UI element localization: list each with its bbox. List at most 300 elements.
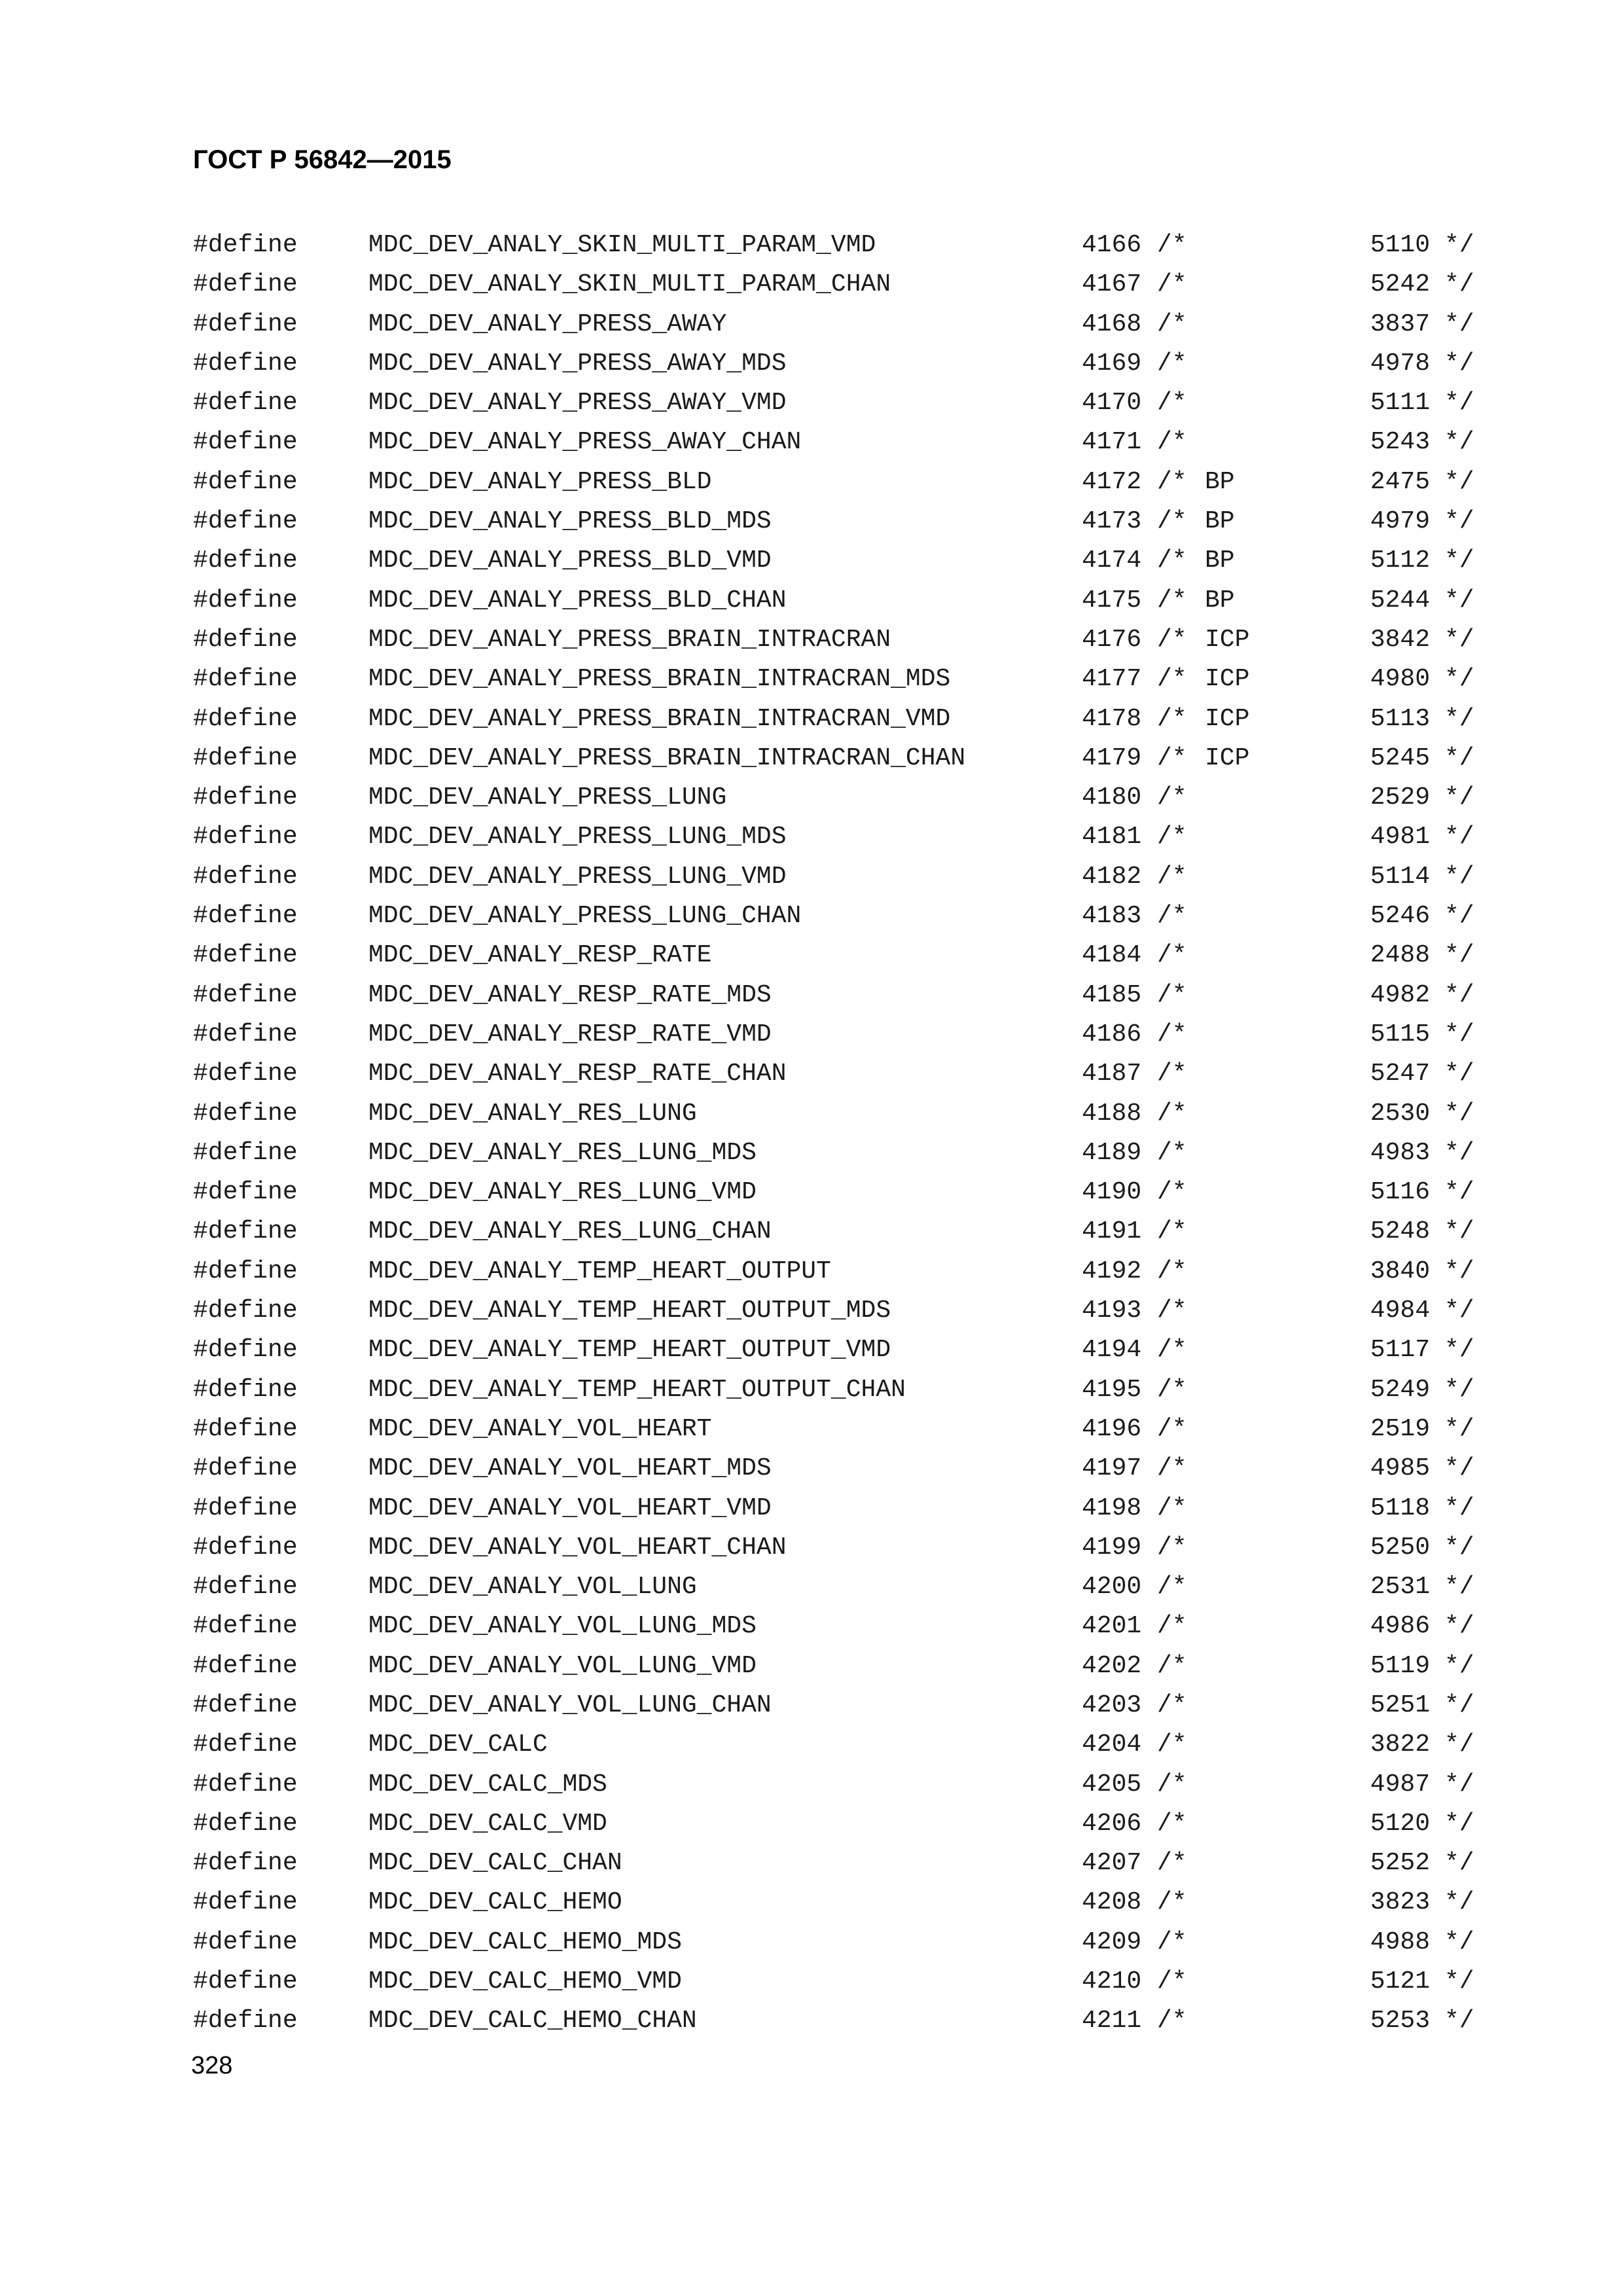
comment-close: */ (1444, 1573, 1474, 1602)
constant-name: MDC_DEV_ANALY_SKIN_MULTI_PARAM_CHAN (368, 270, 891, 299)
comment-close: */ (1444, 1731, 1474, 1759)
comment-open: /* (1157, 428, 1187, 457)
define-keyword: #define (193, 625, 298, 654)
define-keyword: #define (193, 1849, 298, 1878)
constant-name: MDC_DEV_ANALY_TEMP_HEART_OUTPUT_VMD (368, 1336, 891, 1365)
comment-open: /* (1157, 1257, 1187, 1285)
comment-close: */ (1444, 1770, 1474, 1799)
comment-open: /* (1157, 1533, 1187, 1562)
define-row (193, 1848, 1502, 1888)
constant-code: 4203 (1082, 1691, 1142, 1719)
constant-name: MDC_DEV_ANALY_PRESS_BLD_CHAN (368, 586, 787, 615)
comment-abbreviation: BP (1205, 547, 1235, 575)
comment-close: */ (1444, 1297, 1474, 1325)
comment-reference: 3837 (1370, 310, 1430, 338)
comment-reference: 4985 (1370, 1454, 1430, 1483)
comment-reference: 5119 (1370, 1651, 1430, 1680)
constant-code: 4185 (1082, 980, 1142, 1009)
comment-close: */ (1444, 1612, 1474, 1641)
constant-code: 4181 (1082, 823, 1142, 852)
define-row (193, 862, 1502, 901)
constant-name: MDC_DEV_ANALY_TEMP_HEART_OUTPUT_CHAN (368, 1375, 906, 1404)
constant-name: MDC_DEV_ANALY_VOL_LUNG_MDS (368, 1612, 757, 1641)
constant-code: 4188 (1082, 1099, 1142, 1128)
comment-close: */ (1444, 1967, 1474, 1996)
page-number: 328 (191, 2052, 233, 2079)
comment-close: */ (1444, 1336, 1474, 1365)
comment-open: /* (1157, 1099, 1187, 1128)
define-keyword: #define (193, 310, 298, 338)
constant-code: 4209 (1082, 1928, 1142, 1956)
comment-reference: 2475 (1370, 467, 1430, 496)
define-row (193, 1454, 1502, 1493)
define-keyword: #define (193, 1336, 298, 1365)
define-keyword: #define (193, 1888, 298, 1917)
constant-name: MDC_DEV_CALC_CHAN (368, 1849, 622, 1878)
define-row (193, 388, 1502, 427)
define-row (193, 1611, 1502, 1651)
constant-name: MDC_DEV_ANALY_PRESS_BRAIN_INTRACRAN_VMD (368, 704, 951, 733)
comment-reference: 2529 (1370, 783, 1430, 812)
comment-reference: 5243 (1370, 428, 1430, 457)
constant-name: MDC_DEV_CALC_HEMO_VMD (368, 1967, 682, 1996)
comment-reference: 5110 (1370, 231, 1430, 259)
define-row (193, 1888, 1502, 1927)
constant-code: 4196 (1082, 1414, 1142, 1443)
constant-name: MDC_DEV_ANALY_VOL_LUNG_CHAN (368, 1691, 772, 1719)
define-row (193, 1809, 1502, 1848)
comment-abbreviation: BP (1205, 467, 1235, 496)
constant-code: 4193 (1082, 1297, 1142, 1325)
comment-reference: 5115 (1370, 1020, 1430, 1049)
constant-name: MDC_DEV_ANALY_PRESS_LUNG_MDS (368, 823, 787, 852)
comment-abbreviation: BP (1205, 507, 1235, 536)
constant-code: 4190 (1082, 1178, 1142, 1207)
define-keyword: #define (193, 823, 298, 852)
constant-name: MDC_DEV_ANALY_RES_LUNG_MDS (368, 1138, 757, 1167)
comment-close: */ (1444, 1178, 1474, 1207)
constant-name: MDC_DEV_ANALY_PRESS_BLD_MDS (368, 507, 772, 536)
comment-close: */ (1444, 1849, 1474, 1878)
comment-open: /* (1157, 783, 1187, 812)
define-keyword: #define (193, 1691, 298, 1719)
comment-reference: 4980 (1370, 665, 1430, 694)
constant-name: MDC_DEV_CALC_MDS (368, 1770, 607, 1799)
define-keyword: #define (193, 941, 298, 970)
comment-open: /* (1157, 467, 1187, 496)
comment-close: */ (1444, 1888, 1474, 1917)
comment-reference: 5114 (1370, 862, 1430, 891)
comment-open: /* (1157, 1060, 1187, 1088)
define-keyword: #define (193, 1217, 298, 1246)
comment-reference: 5251 (1370, 1691, 1430, 1719)
comment-close: */ (1444, 1691, 1474, 1719)
constant-code: 4183 (1082, 902, 1142, 931)
define-keyword: #define (193, 1138, 298, 1167)
define-keyword: #define (193, 1612, 298, 1641)
comment-close: */ (1444, 1809, 1474, 1838)
comment-reference: 5244 (1370, 586, 1430, 615)
comment-reference: 4987 (1370, 1770, 1430, 1799)
comment-close: */ (1444, 231, 1474, 259)
constant-code: 4210 (1082, 1967, 1142, 1996)
comment-reference: 5247 (1370, 1060, 1430, 1088)
define-row (193, 664, 1502, 704)
comment-reference: 2519 (1370, 1414, 1430, 1443)
constant-code: 4202 (1082, 1651, 1142, 1680)
constant-code: 4208 (1082, 1888, 1142, 1917)
comment-close: */ (1444, 1414, 1474, 1443)
comment-close: */ (1444, 744, 1474, 772)
constant-name: MDC_DEV_ANALY_RESP_RATE_MDS (368, 980, 772, 1009)
comment-reference: 3840 (1370, 1257, 1430, 1285)
constant-code: 4205 (1082, 1770, 1142, 1799)
constant-name: MDC_DEV_CALC_HEMO (368, 1888, 622, 1917)
comment-close: */ (1444, 467, 1474, 496)
constant-code: 4173 (1082, 507, 1142, 536)
constant-code: 4197 (1082, 1454, 1142, 1483)
comment-open: /* (1157, 1178, 1187, 1207)
constant-name: MDC_DEV_ANALY_PRESS_BRAIN_INTRACRAN_CHAN (368, 744, 966, 772)
comment-close: */ (1444, 980, 1474, 1009)
comment-reference: 4988 (1370, 1928, 1430, 1956)
comment-reference: 5252 (1370, 1849, 1430, 1878)
comment-close: */ (1444, 902, 1474, 931)
comment-close: */ (1444, 270, 1474, 299)
constant-code: 4200 (1082, 1573, 1142, 1602)
define-keyword: #define (193, 586, 298, 615)
define-row (193, 744, 1502, 783)
constant-name: MDC_DEV_ANALY_RES_LUNG_CHAN (368, 1217, 772, 1246)
comment-reference: 3822 (1370, 1731, 1430, 1759)
constant-name: MDC_DEV_ANALY_RESP_RATE_VMD (368, 1020, 772, 1049)
define-keyword: #define (193, 1809, 298, 1838)
comment-reference: 4981 (1370, 823, 1430, 852)
comment-close: */ (1444, 2007, 1474, 2036)
constant-name: MDC_DEV_ANALY_PRESS_AWAY_VMD (368, 389, 787, 418)
constant-code: 4166 (1082, 231, 1142, 259)
comment-reference: 5249 (1370, 1375, 1430, 1404)
constant-name: MDC_DEV_ANALY_VOL_HEART_MDS (368, 1454, 772, 1483)
comment-open: /* (1157, 231, 1187, 259)
comment-abbreviation: BP (1205, 586, 1235, 615)
comment-reference: 2488 (1370, 941, 1430, 970)
comment-reference: 4979 (1370, 507, 1430, 536)
define-keyword: #define (193, 389, 298, 418)
comment-open: /* (1157, 1336, 1187, 1365)
define-row (193, 586, 1502, 625)
comment-open: /* (1157, 1770, 1187, 1799)
define-keyword: #define (193, 270, 298, 299)
comment-open: /* (1157, 1809, 1187, 1838)
comment-open: /* (1157, 2007, 1187, 2036)
define-row (193, 1296, 1502, 1335)
comment-close: */ (1444, 665, 1474, 694)
define-row (193, 822, 1502, 861)
constant-name: MDC_DEV_ANALY_PRESS_BRAIN_INTRACRAN (368, 625, 891, 654)
constant-code: 4204 (1082, 1731, 1142, 1759)
comment-open: /* (1157, 270, 1187, 299)
define-row (193, 1770, 1502, 1809)
comment-reference: 2530 (1370, 1099, 1430, 1128)
define-keyword: #define (193, 902, 298, 931)
define-keyword: #define (193, 1257, 298, 1285)
constant-name: MDC_DEV_CALC_HEMO_MDS (368, 1928, 682, 1956)
define-row (193, 1691, 1502, 1730)
constant-code: 4194 (1082, 1336, 1142, 1365)
define-keyword: #define (193, 1178, 298, 1207)
constant-code: 4201 (1082, 1612, 1142, 1641)
define-row (193, 1217, 1502, 1256)
comment-close: */ (1444, 1928, 1474, 1956)
define-row (193, 310, 1502, 349)
constant-name: MDC_DEV_ANALY_PRESS_LUNG_VMD (368, 862, 787, 891)
comment-reference: 5112 (1370, 547, 1430, 575)
comment-open: /* (1157, 349, 1187, 378)
define-keyword: #define (193, 1020, 298, 1049)
constant-code: 4187 (1082, 1060, 1142, 1088)
constant-name: MDC_DEV_CALC_HEMO_CHAN (368, 2007, 697, 2036)
comment-reference: 5116 (1370, 1178, 1430, 1207)
comment-reference: 5248 (1370, 1217, 1430, 1246)
constant-name: MDC_DEV_ANALY_SKIN_MULTI_PARAM_VMD (368, 231, 876, 259)
comment-open: /* (1157, 1217, 1187, 1246)
constant-name: MDC_DEV_ANALY_PRESS_BLD (368, 467, 712, 496)
constant-code: 4199 (1082, 1533, 1142, 1562)
define-row (193, 783, 1502, 822)
define-keyword: #define (193, 507, 298, 536)
define-row (193, 901, 1502, 941)
constant-name: MDC_DEV_ANALY_VOL_LUNG (368, 1573, 697, 1602)
comment-open: /* (1157, 744, 1187, 772)
define-keyword: #define (193, 428, 298, 457)
define-keyword: #define (193, 1651, 298, 1680)
comment-open: /* (1157, 941, 1187, 970)
define-keyword: #define (193, 1967, 298, 1996)
comment-open: /* (1157, 1612, 1187, 1641)
define-row (193, 427, 1502, 467)
define-row (193, 1059, 1502, 1098)
comment-open: /* (1157, 310, 1187, 338)
constant-code: 4195 (1082, 1375, 1142, 1404)
define-keyword: #define (193, 2007, 298, 2036)
define-row (193, 1099, 1502, 1138)
comment-reference: 5113 (1370, 704, 1430, 733)
comment-abbreviation: ICP (1205, 704, 1250, 733)
comment-open: /* (1157, 665, 1187, 694)
page-header-title: ГОСТ Р 56842—2015 (193, 145, 452, 174)
comment-close: */ (1444, 1099, 1474, 1128)
comment-open: /* (1157, 1731, 1187, 1759)
define-row (193, 1375, 1502, 1414)
comment-close: */ (1444, 507, 1474, 536)
comment-close: */ (1444, 1020, 1474, 1049)
constant-code: 4180 (1082, 783, 1142, 812)
comment-open: /* (1157, 1414, 1187, 1443)
constant-name: MDC_DEV_ANALY_VOL_LUNG_VMD (368, 1651, 757, 1680)
constant-name: MDC_DEV_ANALY_VOL_HEART_VMD (368, 1494, 772, 1522)
comment-open: /* (1157, 823, 1187, 852)
constant-name: MDC_DEV_ANALY_VOL_HEART (368, 1414, 712, 1443)
constant-name: MDC_DEV_ANALY_PRESS_BRAIN_INTRACRAN_MDS (368, 665, 951, 694)
comment-close: */ (1444, 428, 1474, 457)
comment-open: /* (1157, 389, 1187, 418)
constant-code: 4189 (1082, 1138, 1142, 1167)
comment-open: /* (1157, 902, 1187, 931)
constant-name: MDC_DEV_ANALY_PRESS_BLD_VMD (368, 547, 772, 575)
define-keyword: #define (193, 349, 298, 378)
define-keyword: #define (193, 744, 298, 772)
comment-open: /* (1157, 507, 1187, 536)
define-row (193, 1020, 1502, 1059)
define-keyword: #define (193, 1414, 298, 1443)
comment-open: /* (1157, 862, 1187, 891)
define-keyword: #define (193, 980, 298, 1009)
define-keyword: #define (193, 1060, 298, 1088)
define-keyword: #define (193, 1494, 298, 1522)
comment-close: */ (1444, 1454, 1474, 1483)
define-keyword: #define (193, 467, 298, 496)
constant-name: MDC_DEV_CALC (368, 1731, 548, 1759)
define-row (193, 1257, 1502, 1296)
constant-name: MDC_DEV_ANALY_VOL_HEART_CHAN (368, 1533, 787, 1562)
comment-close: */ (1444, 1138, 1474, 1167)
constant-code: 4175 (1082, 586, 1142, 615)
comment-reference: 5111 (1370, 389, 1430, 418)
define-row (193, 1177, 1502, 1217)
comment-open: /* (1157, 1573, 1187, 1602)
constant-name: MDC_DEV_ANALY_PRESS_AWAY_MDS (368, 349, 787, 378)
constant-code: 4192 (1082, 1257, 1142, 1285)
constant-code: 4178 (1082, 704, 1142, 733)
define-keyword: #define (193, 547, 298, 575)
comment-close: */ (1444, 1494, 1474, 1522)
constant-code: 4184 (1082, 941, 1142, 970)
define-list (193, 230, 1502, 2046)
comment-close: */ (1444, 310, 1474, 338)
comment-open: /* (1157, 1888, 1187, 1917)
constant-name: MDC_DEV_CALC_VMD (368, 1809, 607, 1838)
comment-reference: 5242 (1370, 270, 1430, 299)
comment-open: /* (1157, 1494, 1187, 1522)
comment-close: */ (1444, 349, 1474, 378)
define-keyword: #define (193, 1375, 298, 1404)
comment-close: */ (1444, 1375, 1474, 1404)
comment-reference: 5250 (1370, 1533, 1430, 1562)
comment-open: /* (1157, 1651, 1187, 1680)
comment-open: /* (1157, 1849, 1187, 1878)
define-row (193, 270, 1502, 309)
comment-open: /* (1157, 1020, 1187, 1049)
define-row (193, 2006, 1502, 2045)
constant-code: 4182 (1082, 862, 1142, 891)
comment-open: /* (1157, 586, 1187, 615)
define-keyword: #define (193, 783, 298, 812)
constant-name: MDC_DEV_ANALY_TEMP_HEART_OUTPUT (368, 1257, 831, 1285)
define-keyword: #define (193, 1770, 298, 1799)
comment-open: /* (1157, 980, 1187, 1009)
comment-open: /* (1157, 1375, 1187, 1404)
constant-code: 4172 (1082, 467, 1142, 496)
comment-close: */ (1444, 389, 1474, 418)
comment-open: /* (1157, 625, 1187, 654)
define-row (193, 625, 1502, 664)
constant-code: 4179 (1082, 744, 1142, 772)
define-row (193, 467, 1502, 507)
define-row (193, 1928, 1502, 1967)
define-keyword: #define (193, 1454, 298, 1483)
define-row (193, 1494, 1502, 1533)
define-row (193, 1138, 1502, 1177)
comment-reference: 5120 (1370, 1809, 1430, 1838)
constant-code: 4186 (1082, 1020, 1142, 1049)
comment-close: */ (1444, 1533, 1474, 1562)
define-row (193, 704, 1502, 744)
constant-code: 4171 (1082, 428, 1142, 457)
comment-reference: 3842 (1370, 625, 1430, 654)
constant-code: 4168 (1082, 310, 1142, 338)
define-row (193, 1533, 1502, 1572)
comment-reference: 5253 (1370, 2007, 1430, 2036)
comment-reference: 5246 (1370, 902, 1430, 931)
define-keyword: #define (193, 665, 298, 694)
constant-name: MDC_DEV_ANALY_PRESS_LUNG_CHAN (368, 902, 802, 931)
define-row (193, 349, 1502, 388)
constant-code: 4211 (1082, 2007, 1142, 2036)
comment-close: */ (1444, 941, 1474, 970)
define-row (193, 1730, 1502, 1769)
constant-code: 4206 (1082, 1809, 1142, 1838)
constant-code: 4169 (1082, 349, 1142, 378)
define-row (193, 230, 1502, 270)
define-keyword: #define (193, 1731, 298, 1759)
define-keyword: #define (193, 1297, 298, 1325)
comment-reference: 5117 (1370, 1336, 1430, 1365)
define-row (193, 1414, 1502, 1454)
constant-name: MDC_DEV_ANALY_PRESS_AWAY_CHAN (368, 428, 802, 457)
comment-close: */ (1444, 625, 1474, 654)
comment-reference: 4986 (1370, 1612, 1430, 1641)
comment-open: /* (1157, 1454, 1187, 1483)
define-row (193, 941, 1502, 980)
define-keyword: #define (193, 1928, 298, 1956)
constant-code: 4167 (1082, 270, 1142, 299)
comment-close: */ (1444, 1060, 1474, 1088)
comment-close: */ (1444, 783, 1474, 812)
constant-name: MDC_DEV_ANALY_RESP_RATE_CHAN (368, 1060, 787, 1088)
constant-name: MDC_DEV_ANALY_RES_LUNG_VMD (368, 1178, 757, 1207)
comment-open: /* (1157, 1928, 1187, 1956)
comment-reference: 5245 (1370, 744, 1430, 772)
constant-code: 4177 (1082, 665, 1142, 694)
comment-close: */ (1444, 1217, 1474, 1246)
constant-code: 4198 (1082, 1494, 1142, 1522)
comment-abbreviation: ICP (1205, 665, 1250, 694)
define-keyword: #define (193, 704, 298, 733)
comment-close: */ (1444, 1257, 1474, 1285)
comment-abbreviation: ICP (1205, 744, 1250, 772)
constant-code: 4174 (1082, 547, 1142, 575)
constant-name: MDC_DEV_ANALY_TEMP_HEART_OUTPUT_MDS (368, 1297, 891, 1325)
comment-abbreviation: ICP (1205, 625, 1250, 654)
comment-reference: 5118 (1370, 1494, 1430, 1522)
comment-reference: 5121 (1370, 1967, 1430, 1996)
comment-reference: 4982 (1370, 980, 1430, 1009)
comment-close: */ (1444, 586, 1474, 615)
constant-name: MDC_DEV_ANALY_PRESS_AWAY (368, 310, 727, 338)
define-keyword: #define (193, 1099, 298, 1128)
comment-reference: 4978 (1370, 349, 1430, 378)
